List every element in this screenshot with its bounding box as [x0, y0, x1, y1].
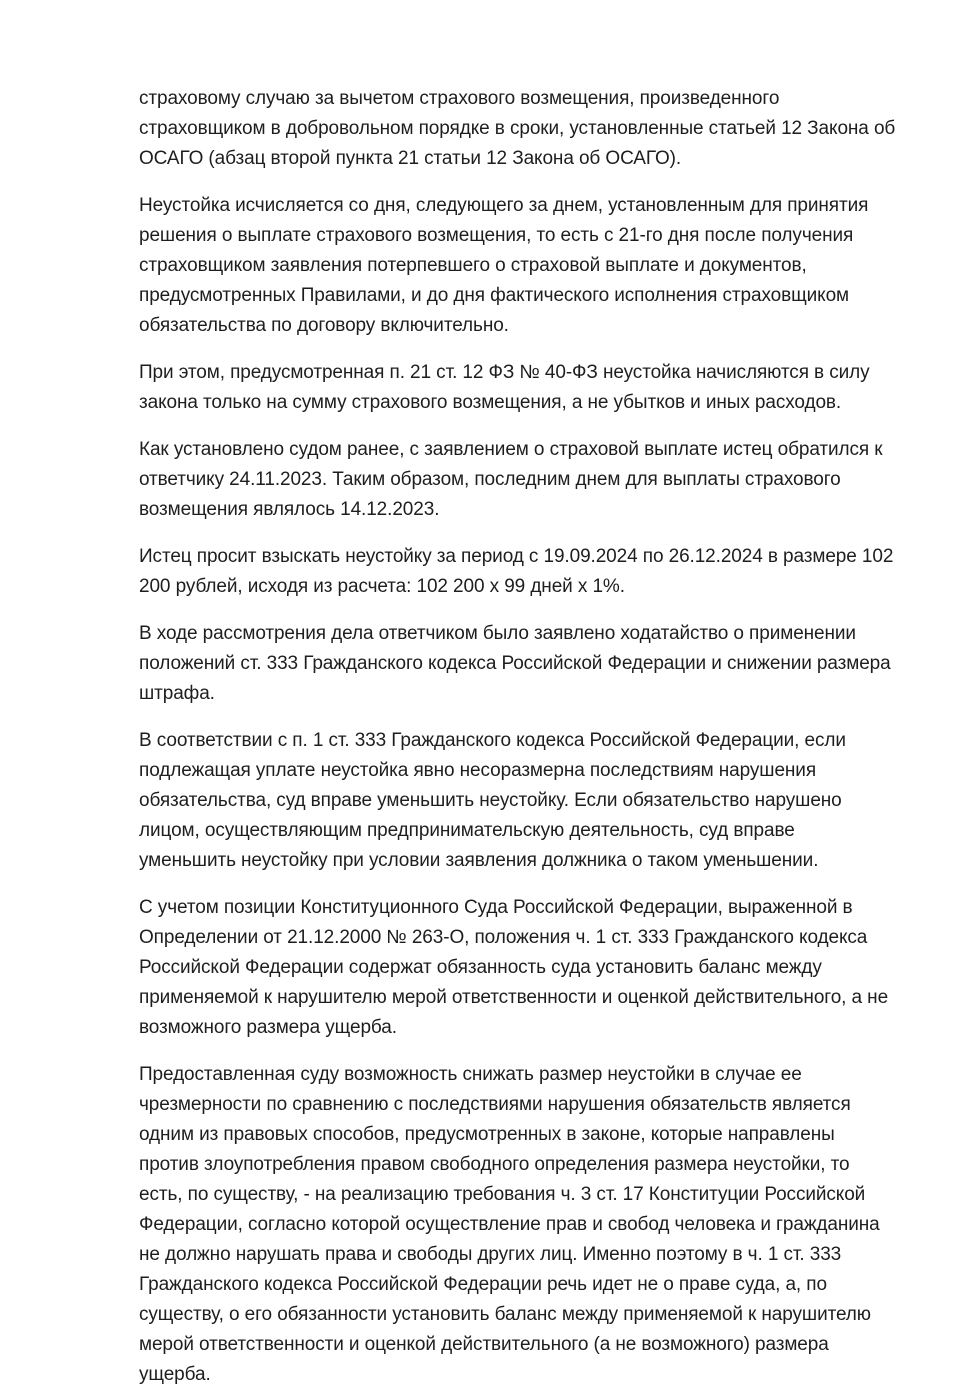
paragraph-claim-amount: Истец просит взыскать неустойку за период с 19.09.2024 по 26.12.2024 в размере 102 200 рублей, исходя из расчета: 102 200 х 99 дней х 1%. — [139, 546, 894, 597]
document-text-body — [139, 84, 896, 1390]
paragraph-constitutional-court-position: С учетом позиции Конституционного Суда Российской Федерации, выраженной в Определении от 21.12.2000 № 263-О, положения ч. 1 ст. 333 Гражданского кодекса Российской Федерации содержат обязанность суда установить баланс между применяемой к нарушителю мерой ответственности и оценкой действительного, а не возможного размера ущерба. — [139, 897, 889, 1038]
paragraph-article-333: В соответствии с п. 1 ст. 333 Гражданского кодекса Российской Федерации, если подлежащая уплате неустойка явно несоразмерна последствиям нарушения обязательства, суд вправе уменьшить неустойку. Если обязательство нарушено лицом, осуществляющим предпринимательскую деятельность, суд вправе уменьшить неустойку при условии заявления должника о таком уменьшении. — [139, 730, 846, 871]
paragraph-osago-deduction: страховому случаю за вычетом страхового возмещения, произведенного страховщиком в добровольном порядке в сроки, установленные статьей 12 Закона об ОСАГО (абзац второй пункта 21 статьи 12 Закона об ОСАГО). — [139, 88, 896, 169]
paragraph-penalty-scope: При этом, предусмотренная п. 21 ст. 12 ФЗ № 40-ФЗ неустойка начисляются в силу закона только на сумму страхового возмещения, а не убытков и иных расходов. — [139, 362, 870, 413]
paragraph-claim-dates: Как установлено судом ранее, с заявлением о страховой выплате истец обратился к ответчику 24.11.2023. Таким образом, последним днем для выплаты страхового возмещения являлось 14.12.2023. — [139, 439, 883, 520]
paragraph-penalty-calculation-period: Неустойка исчисляется со дня, следующего за днем, установленным для принятия решения о выплате страхового возмещения, то есть с 21-го дня после получения страховщиком заявления потерпевшего о страховой выплате и документов, предусмотренных Правилами, и до дня фактического исполнения страховщиком обязательства по договору включительно. — [139, 195, 869, 336]
paragraph-penalty-reduction-rationale: Предоставленная суду возможность снижать размер неустойки в случае ее чрезмерности по сравнению с последствиями нарушения обязательств является одним из правовых способов, предусмотренных в законе, которые направлены против злоупотребления правом свободного определения размера неустойки, то есть, по существу, - на реализацию требования ч. 3 ст. 17 Конституции Российской Федерации, согласно которой осуществление прав и свобод человека и гражданина не должно нарушать права и свободы других лиц. Именно поэтому в ч. 1 ст. 333 Гражданского кодекса Российской Федерации речь идет не о праве суда, а, по существу, о его обязанности установить баланс между применяемой к нарушителю мерой ответственности и оценкой действительного (а не возможного) размера ущерба. — [139, 1064, 880, 1385]
paragraph-defendant-motion: В ходе рассмотрения дела ответчиком было заявлено ходатайство о применении положений ст. 333 Гражданского кодекса Российской Федерации и снижении размера штрафа. — [139, 623, 891, 704]
